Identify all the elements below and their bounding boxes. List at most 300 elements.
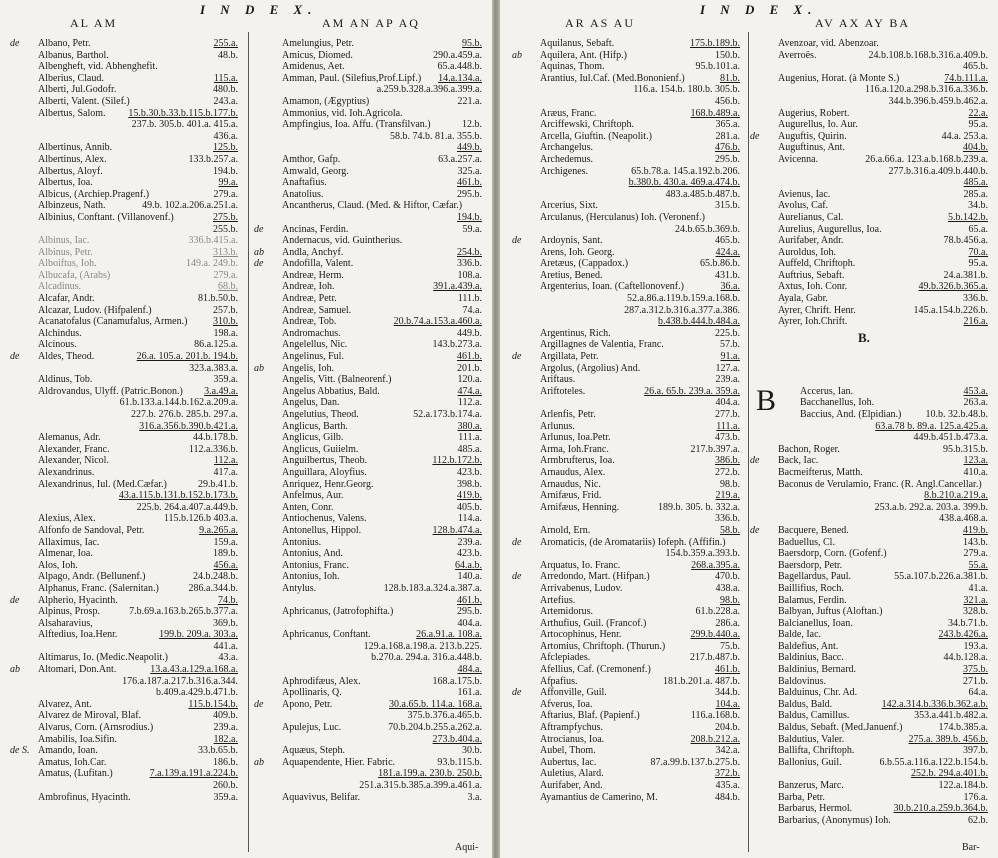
index-entry bbox=[540, 583, 740, 595]
index-entry bbox=[540, 212, 740, 224]
index-entry bbox=[282, 96, 482, 108]
entry-references: 142.a.314.b.336.b.362.a.b. bbox=[881, 698, 988, 710]
index-entry bbox=[38, 224, 238, 236]
index-entry bbox=[778, 676, 988, 688]
entry-name: Albicus, (Archiep.Pragenf.) bbox=[38, 188, 150, 200]
index-entry bbox=[778, 699, 988, 711]
index-entry bbox=[540, 467, 740, 479]
index-entry bbox=[38, 212, 238, 224]
index-entry bbox=[778, 189, 988, 201]
index-entry bbox=[282, 281, 482, 293]
entry-references: 168.b.489.a. bbox=[690, 107, 740, 119]
index-entry bbox=[778, 351, 988, 363]
entry-name: Alpherio, Hyacinth. bbox=[38, 594, 118, 606]
entry-name: Aquilanus, Sebaft. bbox=[540, 38, 615, 49]
entry-references: 52.a.86.a.119.b.159.a.168.b. bbox=[627, 293, 740, 305]
entry-name: Augenius, Horat. (à Monte S.) bbox=[778, 72, 900, 84]
index-entry bbox=[540, 397, 740, 409]
entry-references: 95.b.315.b. bbox=[943, 443, 988, 455]
index-entry bbox=[778, 618, 988, 630]
entry-references: 115.b.126.b 403.a. bbox=[163, 513, 238, 525]
entry-references: 49.b. 102.a.206.a.251.a. bbox=[142, 200, 238, 212]
entry-name: Aphrodifæus, Alex. bbox=[282, 675, 361, 687]
entry-references: 189.b. bbox=[213, 548, 238, 560]
entry-name: Aquæus, Steph. bbox=[282, 745, 346, 757]
entry-name: Barbarius, (Anonymus) Ioh. bbox=[778, 814, 891, 826]
index-entry bbox=[778, 652, 988, 664]
index-entry bbox=[282, 200, 482, 212]
entry-references: 116.a. 154.b. 180.b. 305.b. bbox=[633, 84, 740, 96]
index-entry bbox=[38, 560, 238, 572]
entry-references: 423.b. bbox=[457, 548, 482, 560]
entry-references: 336.b. bbox=[963, 293, 988, 305]
entry-name: Aurelius, Augurellus, Ioa. bbox=[778, 223, 882, 235]
entry-name: Avenzoar, vid. Abenzoar. bbox=[778, 38, 879, 49]
index-entry bbox=[282, 629, 482, 641]
entry-references: 359.a. bbox=[213, 791, 238, 803]
entry-references: 417.a. bbox=[213, 466, 238, 478]
entry-references: 174.b.385.a. bbox=[938, 722, 988, 734]
index-entry bbox=[540, 247, 740, 259]
index-entry bbox=[10, 664, 238, 676]
entry-references: 122.a.184.b. bbox=[938, 780, 988, 791]
column-head-left-2: AM AN AP AQ bbox=[322, 16, 420, 30]
entry-name: Alos, Ioh. bbox=[38, 559, 78, 571]
entry-references: b.438.b.444.b.484.a. bbox=[658, 316, 740, 328]
index-entry bbox=[38, 316, 238, 328]
entry-references: 299.b.440.a. bbox=[690, 629, 740, 641]
entry-references: 441.a. bbox=[213, 640, 238, 652]
entry-name: Arnold, Ern. bbox=[540, 524, 591, 536]
entry-name: Ariftaus. bbox=[540, 374, 576, 386]
index-entry bbox=[778, 61, 988, 73]
entry-prefix: ab bbox=[254, 246, 264, 258]
entry-name: Angelus Abbatius, Bald. bbox=[282, 385, 380, 397]
entry-name: Amando, Ioan. bbox=[38, 745, 98, 757]
entry-name: Balduinus, Chr. Ad. bbox=[778, 687, 858, 699]
entry-references: 112.b.172.b. bbox=[432, 455, 482, 467]
entry-name: Arciffewski, Chriftoph. bbox=[540, 119, 634, 131]
entry-references: 243.a. bbox=[213, 95, 238, 107]
index-entry bbox=[778, 421, 988, 433]
entry-name: Argentinus, Rich. bbox=[540, 327, 611, 339]
index-entry bbox=[282, 374, 482, 386]
entry-references: 336.b. bbox=[715, 513, 740, 525]
index-entry bbox=[282, 154, 482, 166]
index-entry bbox=[38, 722, 238, 734]
entry-name: Almenar, Ioa. bbox=[38, 548, 93, 560]
entry-references: 49.b.326.b.365.a. bbox=[918, 281, 988, 293]
entry-name: Barba, Petr. bbox=[778, 791, 825, 803]
index-entry bbox=[540, 757, 740, 769]
index-entry bbox=[10, 38, 238, 50]
entry-name: Aurifaber, Andr. bbox=[778, 235, 844, 247]
index-entry bbox=[540, 652, 740, 664]
index-entry bbox=[540, 432, 740, 444]
index-entry bbox=[540, 328, 740, 340]
index-entry bbox=[282, 166, 482, 178]
index-entry bbox=[38, 768, 238, 780]
entry-references: 285.a. bbox=[963, 188, 988, 200]
entry-references: 99.a. bbox=[218, 177, 238, 189]
index-entry bbox=[778, 142, 988, 154]
entry-name: Alvarez, Ant. bbox=[38, 698, 92, 710]
entry-references: 419.b. bbox=[963, 524, 988, 536]
entry-name: Archigenes. bbox=[540, 165, 589, 177]
entry-name: Affonville, Guil. bbox=[540, 687, 607, 699]
index-entry bbox=[282, 560, 482, 572]
entry-references: 208.b.212.a. bbox=[690, 733, 740, 745]
entry-references: 483.a.485.b.487.b. bbox=[665, 188, 740, 200]
entry-name: Alcadinus. bbox=[38, 281, 82, 293]
index-entry bbox=[778, 722, 988, 734]
index-entry bbox=[540, 745, 740, 757]
entry-name: Aubel, Thom. bbox=[540, 745, 596, 757]
index-entry bbox=[540, 363, 740, 375]
entry-name: Anten, Conr. bbox=[282, 501, 334, 513]
entry-references: 61.b.228.a. bbox=[695, 606, 740, 618]
entry-references: 286.a.344.b. bbox=[188, 582, 238, 594]
entry-references: 344.b.396.b.459.b.462.a. bbox=[888, 95, 988, 107]
index-entry bbox=[778, 305, 988, 317]
entry-prefix: de bbox=[512, 351, 522, 363]
entry-prefix: ab bbox=[10, 664, 20, 676]
entry-name: Aretius, Bened. bbox=[540, 269, 603, 281]
entry-references: 44.b.178.b. bbox=[193, 432, 238, 444]
index-entry bbox=[282, 467, 482, 479]
entry-references: b.380.b. 430.a. 469.a.474.b. bbox=[628, 177, 740, 189]
entry-references: 15.b.30.b.33.b.115.b.177.b. bbox=[128, 107, 238, 119]
index-entry bbox=[38, 710, 238, 722]
entry-references: 404.b. bbox=[963, 142, 988, 154]
index-entry bbox=[778, 177, 988, 189]
entry-references: 295.b. bbox=[715, 153, 740, 165]
entry-references: 78.b.456.a. bbox=[943, 235, 988, 247]
column-head-right-2: AV AX AY BA bbox=[815, 16, 911, 30]
entry-name: Ballifta, Chriftoph. bbox=[778, 745, 855, 757]
entry-references: b.409.a.429.b.471.b. bbox=[156, 687, 238, 699]
entry-name: Aquinas, Thom. bbox=[540, 61, 605, 73]
entry-name: Amicus, Diomed. bbox=[282, 49, 353, 61]
entry-references: 7.b.69.a.163.b.265.b.377.a. bbox=[129, 606, 238, 618]
entry-name: Angelinus, Ful. bbox=[282, 351, 344, 363]
index-entry bbox=[778, 687, 988, 699]
entry-name: Arrivabenus, Ludov. bbox=[540, 582, 623, 594]
index-entry bbox=[38, 397, 238, 409]
index-entry bbox=[38, 386, 238, 398]
index-entry bbox=[38, 513, 238, 525]
index-entry bbox=[38, 235, 238, 247]
entry-references: 375.b.376.a.465.b. bbox=[407, 710, 482, 722]
entry-name: Andreæ, Tob. bbox=[282, 316, 337, 328]
entry-name: Aubertus, Iac. bbox=[540, 756, 597, 768]
entry-references: 145.a.154.b.226.b. bbox=[913, 304, 988, 316]
index-entry bbox=[38, 305, 238, 317]
index-column-right-1 bbox=[512, 38, 740, 803]
entry-name: Alcafar, Andr. bbox=[38, 293, 95, 305]
entry-references: 328.b. bbox=[963, 606, 988, 618]
entry-references: 182.a. bbox=[213, 733, 238, 745]
entry-references: 473.b. bbox=[715, 432, 740, 444]
entry-references: 34.b.71.b. bbox=[948, 617, 988, 629]
entry-name: Arlunus. bbox=[540, 420, 575, 432]
entry-name: Balbyan, Juftus (Aloftan.) bbox=[778, 606, 883, 618]
entry-references: 461.b. bbox=[715, 664, 740, 676]
entry-references: 140.a. bbox=[457, 571, 482, 583]
entry-name: Aquavivus, Belifar. bbox=[282, 791, 361, 803]
index-entry bbox=[750, 130, 988, 143]
entry-name: Argenterius, Ioan. (Caftellonovenf.) bbox=[540, 281, 684, 293]
entry-references: 315.b. bbox=[715, 200, 740, 212]
entry-name: Baersdorp, Corn. (Gofenf.) bbox=[778, 548, 887, 560]
index-entry bbox=[540, 316, 740, 328]
entry-name: Andreæ, Ioh. bbox=[282, 281, 335, 293]
entry-name: Arnifæus, Frid. bbox=[540, 490, 602, 502]
index-entry bbox=[778, 815, 988, 827]
entry-name: Baldus, Sebaft. (Med.Januenf.) bbox=[778, 722, 903, 734]
entry-name: Accerus, Ian. bbox=[800, 385, 854, 397]
entry-references: 120.a. bbox=[457, 374, 482, 386]
index-entry bbox=[540, 84, 740, 96]
entry-references: 419.b. bbox=[457, 490, 482, 502]
entry-references: 295.b. bbox=[457, 188, 482, 200]
entry-references: 86.a.125.a. bbox=[194, 339, 238, 351]
entry-references: 453.a. bbox=[963, 385, 988, 397]
entry-name: Amman, Paul. (Silefius,Prof.Lipf.) bbox=[282, 72, 422, 84]
index-entry bbox=[282, 734, 482, 746]
entry-name: Andreæ, Petr. bbox=[282, 293, 337, 305]
index-entry bbox=[540, 699, 740, 711]
entry-name: Bachon, Roger. bbox=[778, 443, 840, 455]
entry-prefix: ab bbox=[254, 756, 264, 768]
entry-references: 438.a.468.a. bbox=[939, 513, 988, 525]
index-entry bbox=[38, 780, 238, 792]
entry-references: 194.b. bbox=[457, 211, 482, 223]
entry-name: Archangelus. bbox=[540, 142, 594, 154]
entry-name: Albertus, Salom. bbox=[38, 107, 106, 119]
entry-name: Altimarus, Io. (Medic.Neapolit.) bbox=[38, 652, 168, 664]
index-entry bbox=[38, 328, 238, 340]
entry-references: 143.b.273.a. bbox=[432, 339, 482, 351]
entry-references: 404.a. bbox=[457, 617, 482, 629]
entry-references: 485.a. bbox=[963, 177, 988, 189]
index-entry bbox=[38, 363, 238, 375]
entry-references: 344.b. bbox=[715, 687, 740, 699]
entry-name: Andromachus. bbox=[282, 327, 341, 339]
entry-name: Amabilis, Ioa.Sifin. bbox=[38, 733, 117, 745]
entry-references: 295.b. bbox=[457, 606, 482, 618]
entry-references: 48.b. bbox=[218, 49, 238, 61]
index-entry bbox=[38, 142, 238, 154]
index-entry bbox=[282, 386, 482, 398]
index-entry bbox=[38, 467, 238, 479]
index-entry bbox=[38, 73, 238, 85]
entry-name: Alemanus, Adr. bbox=[38, 432, 101, 444]
entry-name: Albinius, Conftant. (Villanovenf.) bbox=[38, 211, 174, 223]
index-entry bbox=[778, 537, 988, 549]
running-head-right: I N D E X. bbox=[700, 2, 818, 17]
entry-references: 275.b. bbox=[213, 211, 238, 223]
entry-references: 75.b. bbox=[720, 640, 740, 652]
index-entry bbox=[38, 687, 238, 699]
entry-name: Auguftis, Quirin. bbox=[778, 130, 847, 142]
index-entry bbox=[540, 444, 740, 456]
entry-name: Alcinous. bbox=[38, 339, 77, 351]
entry-references: 168.a.175.b. bbox=[432, 675, 482, 687]
entry-references: 287.a.312.b.316.a.377.a.386. bbox=[624, 304, 740, 316]
entry-name: Anfelmus, Aur. bbox=[282, 490, 344, 502]
entry-name: Alchindus. bbox=[38, 327, 82, 339]
entry-references: 272.b. bbox=[715, 466, 740, 478]
entry-name: Averroës. bbox=[778, 49, 817, 61]
entry-name: Balcianellus, Ioan. bbox=[778, 617, 853, 629]
entry-name: Ariftoteles. bbox=[540, 385, 586, 397]
entry-references: 62.b. bbox=[968, 814, 988, 826]
index-entry bbox=[778, 154, 988, 166]
entry-name: Antonellus, Hippol. bbox=[282, 524, 362, 536]
entry-references: 7.a.139.a.191.a.224.b. bbox=[149, 768, 238, 780]
index-entry bbox=[282, 339, 482, 351]
index-entry bbox=[512, 49, 740, 62]
entry-name: Auroldus, Ioh. bbox=[778, 246, 837, 258]
entry-references: 24.b.108.b.168.b.316.a.409.b. bbox=[868, 49, 988, 61]
entry-references: 216.a. bbox=[963, 316, 988, 328]
index-entry bbox=[282, 212, 482, 224]
entry-references: 13.a.43.a.129.a.168.a. bbox=[150, 664, 238, 676]
index-entry bbox=[282, 119, 482, 131]
index-entry bbox=[38, 629, 238, 641]
entry-references: 57.b. bbox=[720, 339, 740, 351]
index-entry bbox=[282, 571, 482, 583]
entry-references: 112.a.336.b. bbox=[188, 443, 238, 455]
entry-references: 391.a.439.a. bbox=[433, 281, 482, 293]
entry-name: Baconus de Verulamio, Franc. (R. Angl.Cancellar.) bbox=[778, 478, 982, 490]
index-entry bbox=[282, 641, 482, 653]
entry-name: Auftrius, Sebaft. bbox=[778, 269, 845, 281]
entry-name: Alexander, Franc. bbox=[38, 443, 110, 455]
entry-name: Arredondo, Mart. (Hifpan.) bbox=[540, 571, 650, 583]
entry-references: 484.b. bbox=[715, 791, 740, 803]
index-entry bbox=[38, 676, 238, 688]
entry-name: Aræus, Franc. bbox=[540, 107, 597, 119]
section-letter: B. bbox=[858, 330, 870, 345]
entry-prefix: de bbox=[254, 698, 264, 710]
entry-name: Alpinus, Prosp. bbox=[38, 606, 100, 618]
entry-name: Arlenfis, Petr. bbox=[540, 409, 596, 420]
entry-name: Bacquere, Bened. bbox=[778, 524, 849, 536]
index-entry bbox=[38, 200, 238, 212]
entry-references: 342.a. bbox=[715, 745, 740, 757]
index-entry bbox=[778, 293, 988, 305]
index-entry bbox=[282, 664, 482, 676]
entry-name: Anguilbertus, Theob. bbox=[282, 455, 368, 467]
entry-references: 438.a. bbox=[715, 582, 740, 594]
index-entry bbox=[540, 664, 740, 676]
entry-name: Andreæ, Herm. bbox=[282, 269, 344, 281]
index-entry bbox=[778, 641, 988, 653]
entry-references: 112.a. bbox=[457, 397, 482, 409]
entry-references: 58.b. 74.b. 81.a. 355.b. bbox=[390, 130, 482, 142]
catchword-right: Bar- bbox=[962, 842, 980, 853]
entry-references: 65.b.86.b. bbox=[700, 258, 740, 270]
entry-references: 255.a. bbox=[213, 38, 238, 49]
entry-prefix: ab bbox=[512, 49, 522, 61]
entry-references: 176.a.187.a.217.b.316.a.344. bbox=[122, 675, 238, 687]
index-entry bbox=[282, 652, 482, 664]
index-entry bbox=[778, 50, 988, 62]
index-entry bbox=[38, 96, 238, 108]
index-entry bbox=[540, 119, 740, 131]
entry-name: Baldutius, Valer. bbox=[778, 733, 845, 745]
index-entry bbox=[540, 293, 740, 305]
entry-name: Avienus, Iac. bbox=[778, 188, 831, 200]
index-entry bbox=[282, 780, 482, 792]
index-entry bbox=[778, 328, 988, 340]
entry-name: Arnaudus, Alex. bbox=[540, 466, 606, 478]
index-entry bbox=[540, 490, 740, 502]
entry-name: Avolus, Caf. bbox=[778, 200, 829, 212]
entry-references: 279.a. bbox=[213, 188, 238, 200]
entry-references: 480.b. bbox=[213, 84, 238, 96]
entry-name: Baldus, Camillus. bbox=[778, 710, 850, 722]
index-entry bbox=[254, 362, 482, 375]
entry-references: 95.b. bbox=[462, 38, 482, 49]
entry-references: 198.a. bbox=[213, 327, 238, 339]
entry-prefix: de bbox=[750, 130, 760, 142]
entry-references: 181.a.199.a. 230.b. 250.b. bbox=[378, 768, 482, 780]
index-entry bbox=[282, 583, 482, 595]
entry-references: 64.a.b. bbox=[455, 559, 482, 571]
index-entry bbox=[778, 502, 988, 514]
index-entry bbox=[38, 537, 238, 549]
index-entry bbox=[540, 548, 740, 560]
index-entry bbox=[540, 270, 740, 282]
entry-references: 33.b.65.b. bbox=[198, 745, 238, 757]
entry-references: 74.b. bbox=[218, 594, 238, 606]
index-entry bbox=[282, 73, 482, 85]
index-entry bbox=[540, 108, 740, 120]
index-entry bbox=[540, 792, 740, 804]
entry-references: 353.a.441.b.482.a. bbox=[914, 710, 988, 722]
entry-name: Arnifæus, Henning. bbox=[540, 501, 620, 513]
entry-name: Argillagnes de Valentia, Franc. bbox=[540, 339, 664, 351]
entry-references: 405.b. bbox=[457, 501, 482, 513]
index-entry bbox=[38, 583, 238, 595]
entry-references: 12.b. bbox=[462, 119, 482, 131]
index-entry bbox=[540, 595, 740, 607]
index-entry bbox=[38, 374, 238, 386]
index-entry bbox=[512, 687, 740, 699]
index-entry bbox=[778, 780, 988, 792]
entry-references: 186.b. bbox=[213, 756, 238, 768]
entry-references: 5.b.142.b. bbox=[948, 211, 988, 223]
index-entry bbox=[540, 421, 740, 433]
entry-references: 93.b.115.b. bbox=[437, 756, 482, 768]
index-entry bbox=[282, 61, 482, 73]
index-entry bbox=[778, 119, 988, 131]
entry-name: Argillata, Petr. bbox=[540, 351, 599, 363]
entry-name: Avicenna. bbox=[778, 153, 819, 165]
entry-name: Apulejus, Luc. bbox=[282, 722, 342, 734]
index-entry bbox=[540, 780, 740, 792]
entry-references: 34.b. bbox=[968, 200, 988, 212]
index-entry bbox=[254, 756, 482, 769]
entry-name: Ayrer, Ioh.Chrift. bbox=[778, 316, 848, 328]
index-entry bbox=[778, 281, 988, 293]
index-entry bbox=[540, 96, 740, 108]
entry-references: 279.a. bbox=[963, 548, 988, 560]
index-entry bbox=[778, 84, 988, 96]
